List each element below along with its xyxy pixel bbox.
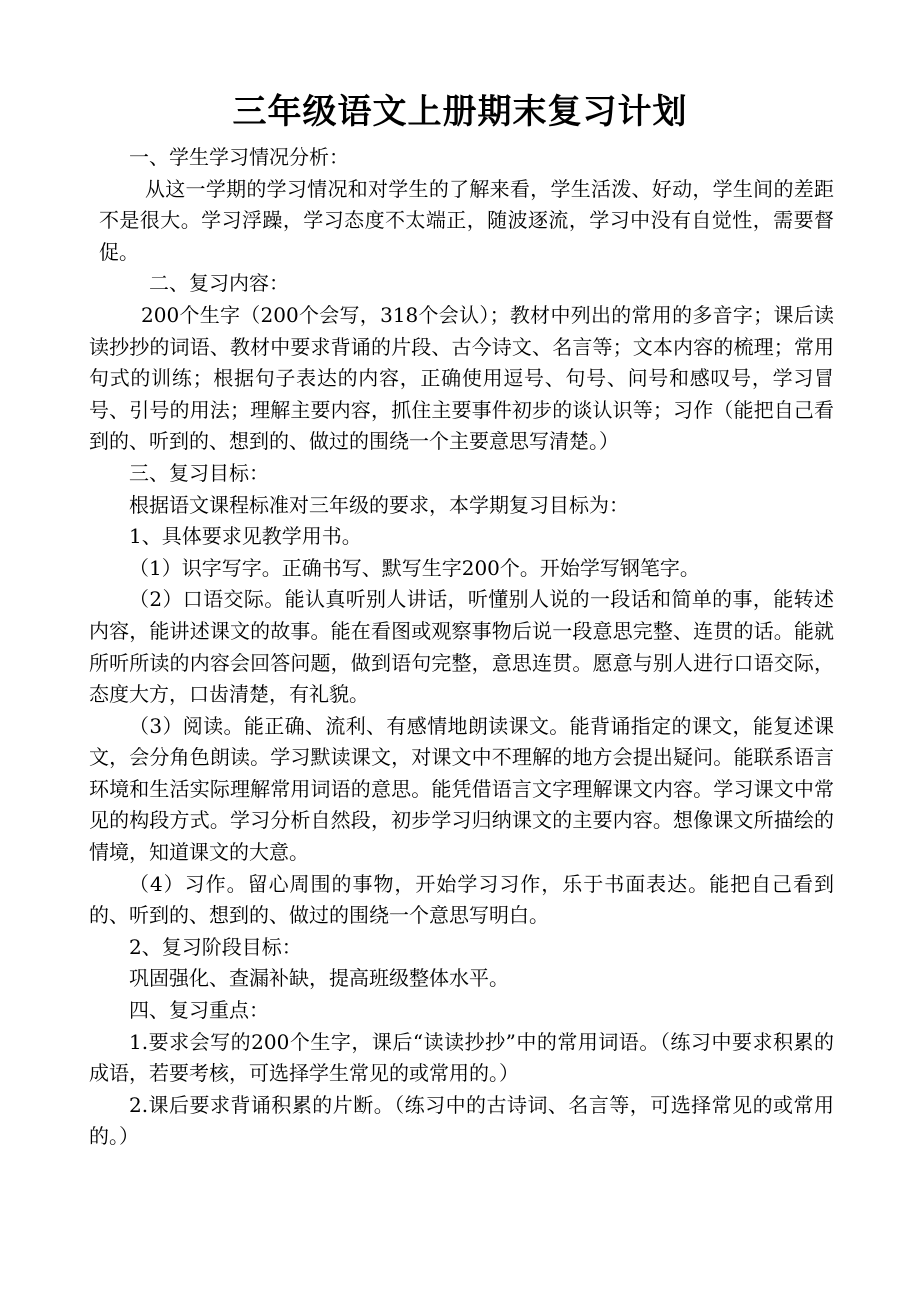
- section-heading-goals: 三、复习目标：: [129, 460, 269, 485]
- paragraph-analysis: 从这一学期的学习情况和对学生的了解来看，学生活泼、好动，学生间的差距不是很大。学习浮躁，学习态度不太端正，随波逐流，学习中没有自觉性，需要督促。: [99, 176, 834, 264]
- focus-point-2: 2.课后要求背诵积累的片断。（练习中的古诗词、名言等，可选择常见的或常用的。）: [89, 1092, 834, 1149]
- section-heading-content: 二、复习内容：: [149, 271, 289, 296]
- paragraph-goals-intro: 根据语文课程标准对三年级的要求，本学期复习目标为：: [129, 492, 629, 517]
- goal-item-2: 2、复习阶段目标：: [129, 934, 302, 959]
- focus-point-1: 1.要求会写的200个生字，课后“读读抄抄”中的常用词语。（练习中要求积累的成语，若要考核，可选择学生常见的或常用的。）: [89, 1029, 834, 1086]
- paragraph-content: 200个生字（200个会写，318个会认）；教材中列出的常用的多音字；课后读读抄抄的词语、教材中要求背诵的片段、古今诗文、名言等；文本内容的梳理；常用句式的训练；根据句子表达的内容，正确使用逗号、句号、问号和感叹号，学习冒号、引号的用法；理解主要内容，抓住主要事件初步的谈认识等；习作（能把自己看到的、听到的、想到的、做过的围绕一个主要意思写清楚。）: [89, 302, 834, 454]
- goal-item-2-text: 巩固强化、查漏补缺，提高班级整体水平。: [129, 966, 509, 991]
- section-heading-analysis: 一、学生学习情况分析：: [129, 145, 349, 169]
- goal-sub-writing: （4）习作。留心周围的事物，开始学习习作，乐于书面表达。能把自己看到的、听到的、想到的、做过的围绕一个意思写明白。: [89, 871, 834, 928]
- section-heading-focus: 四、复习重点：: [129, 998, 269, 1023]
- goal-sub-oral: （2）口语交际。能认真听别人讲话，听懂别人说的一段话和简单的事，能转述内容，能讲述课文的故事。能在看图或观察事物后说一段意思完整、连贯的话。能就所听所读的内容会回答问题，做到语句完整，意思连贯。愿意与别人进行口语交际，态度大方，口齿清楚，有礼貌。: [89, 587, 834, 707]
- document-body: [89, 142, 834, 1153]
- goal-item-1: 1、具体要求见教学用书。: [129, 524, 362, 549]
- goal-sub-reading: （3）阅读。能正确、流利、有感情地朗读课文。能背诵指定的课文，能复述课文，会分角色朗读。学习默读课文，对课文中不理解的地方会提出疑问。能联系语言环境和生活实际理解常用词语的意思。能凭借语言文字理解课文内容。学习课文中常见的构段方式。学习分析自然段，初步学习归纳课文的主要内容。想像课文所描绘的情境，知道课文的大意。: [89, 713, 834, 865]
- goal-sub-literacy: （1）识字写字。正确书写、默写生字200个。开始学写钢笔字。: [129, 555, 700, 580]
- page-title: 三年级语文上册期末复习计划: [232, 92, 688, 132]
